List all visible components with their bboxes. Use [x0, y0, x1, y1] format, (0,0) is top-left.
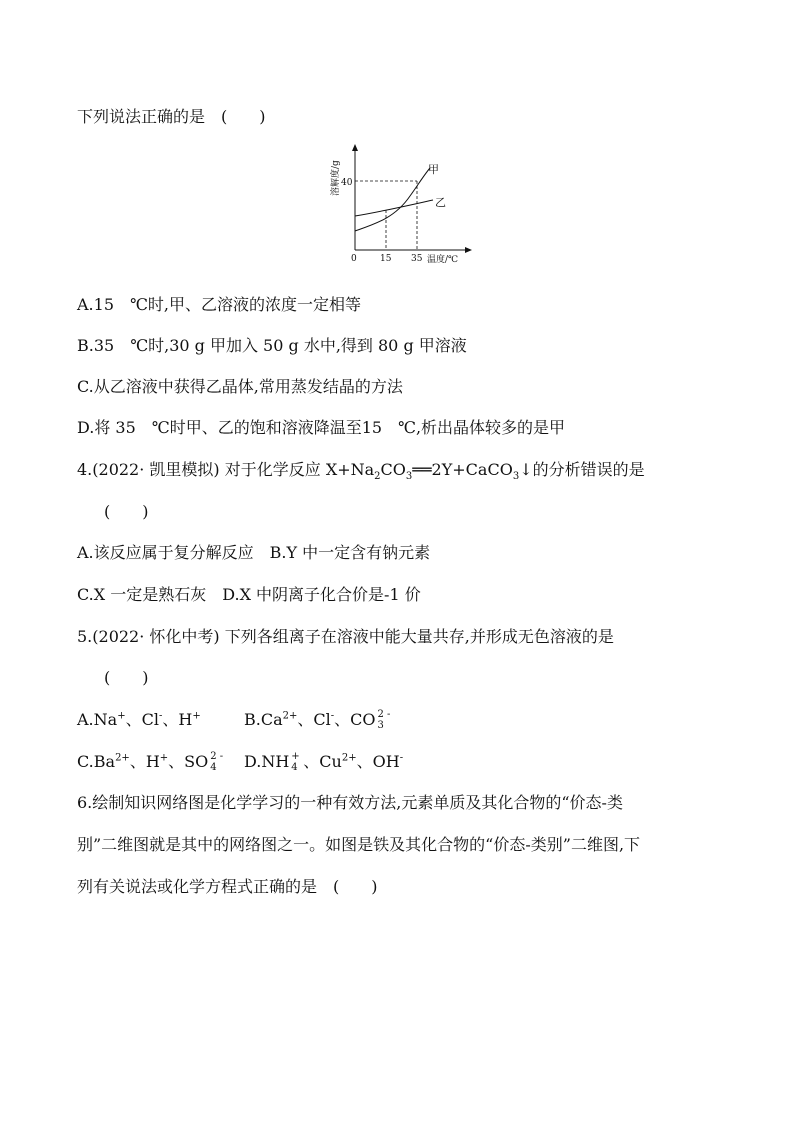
x-axis-arrow [465, 247, 472, 253]
q5a-s3: + [192, 710, 201, 722]
q5-option-c [77, 750, 222, 775]
q5-option-a [77, 708, 201, 732]
q4-paren: ( ) [104, 502, 149, 521]
q5b-s2: - [330, 710, 335, 722]
q3-option-d: D.将 35 ℃时甲、乙的饱和溶液降温至15 ℃,析出晶体较多的是甲 [77, 418, 566, 437]
q5b-label: B.Ca [244, 710, 283, 729]
q4-stem [77, 458, 645, 482]
q4-mid1: CO [380, 460, 406, 479]
q3-option-b: B.35 ℃时,30 g 甲加入 50 g 水中,得到 80 g 甲溶液 [77, 336, 467, 355]
q5c-s2: + [159, 752, 169, 764]
q4-prefix: 4.(2022· 凯里模拟) 对于化学反应 X+Na [77, 460, 375, 479]
q5d-subscript: 4 [291, 761, 298, 773]
q5b-subscript: 3 [377, 719, 384, 731]
q5c-label: C.Ba [77, 752, 116, 771]
x-tick-35: 35 [411, 254, 423, 264]
q5d-s2: 2+ [341, 752, 357, 764]
q5c-subscript: 4 [210, 761, 217, 773]
q4-mid2: 2Y+CaCO [431, 460, 513, 479]
q5a-t2: 、Cl [125, 710, 159, 729]
q6-line-3: 列有关说法或化学方程式正确的是 ( ) [77, 877, 378, 896]
q5a-label: A.Na [77, 710, 118, 729]
q5b-t3: 、CO [334, 710, 376, 729]
y-axis-arrow [352, 144, 358, 151]
q4-suffix: ↓的分析错误的是 [519, 460, 645, 479]
q5d-t3: 、OH [356, 752, 400, 771]
q5d-charge: + [291, 750, 300, 762]
q3-option-c: C.从乙溶液中获得乙晶体,常用蒸发结晶的方法 [77, 377, 403, 396]
q5c-t3: 、SO [168, 752, 209, 771]
q4-sub3: 3 [512, 471, 520, 483]
label-jia: 甲 [428, 163, 439, 176]
solubility-graph [320, 140, 480, 270]
q4-options-ab: A.该反应属于复分解反应 B.Y 中一定含有钠元素 [77, 543, 431, 562]
x-tick-0: 0 [351, 254, 357, 264]
q5b-t2: 、Cl [297, 710, 331, 729]
q5b-charge-stack [376, 709, 390, 733]
label-yi: 乙 [435, 196, 446, 209]
q5c-charge-stack [208, 751, 222, 775]
q5-paren: ( ) [104, 668, 149, 687]
q5d-charge-stack [289, 751, 303, 775]
q5d-label: D.NH [244, 752, 290, 771]
q5a-s2: - [158, 710, 163, 722]
q5b-charge: 2 - [377, 708, 391, 720]
q5c-charge: 2 - [210, 750, 224, 762]
curve-jia [355, 168, 430, 231]
q5a-t3: 、H [162, 710, 193, 729]
q4-sub1: 2 [374, 471, 381, 483]
q5d-s3: - [399, 752, 404, 764]
q5-stem: 5.(2022· 怀化中考) 下列各组离子在溶液中能大量共存,并形成无色溶液的是 [77, 627, 614, 646]
curve-yi [355, 200, 433, 216]
y-tick-40: 40 [341, 178, 353, 188]
x-axis-label: 温度/℃ [427, 255, 459, 265]
q6-line-1: 6.绘制知识网络图是化学学习的一种有效方法,元素单质及其化合物的“价态-类 [77, 793, 623, 812]
q5a-s1: + [117, 710, 126, 722]
q5c-s1: 2+ [115, 752, 130, 764]
q5d-t2: 、Cu [303, 752, 342, 771]
y-axis-label: 溶解度/g [331, 160, 341, 196]
x-tick-15: 15 [380, 254, 392, 264]
q5-option-b [244, 708, 390, 733]
q5c-t2: 、H [129, 752, 160, 771]
q5b-s1: 2+ [282, 710, 298, 722]
q3-option-a: A.15 ℃时,甲、乙溶液的浓度一定相等 [77, 295, 361, 314]
q5-option-d [244, 750, 403, 775]
q3-stem: 下列说法正确的是 ( ) [77, 107, 266, 126]
q6-line-2: 别”二维图就是其中的网络图之一。如图是铁及其化合物的“价态-类别”二维图,下 [77, 835, 641, 854]
q4-arrow: ══ [412, 460, 432, 479]
q4-sub2: 3 [405, 471, 413, 483]
q4-options-cd: C.X 一定是熟石灰 D.X 中阴离子化合价是-1 价 [77, 585, 421, 604]
